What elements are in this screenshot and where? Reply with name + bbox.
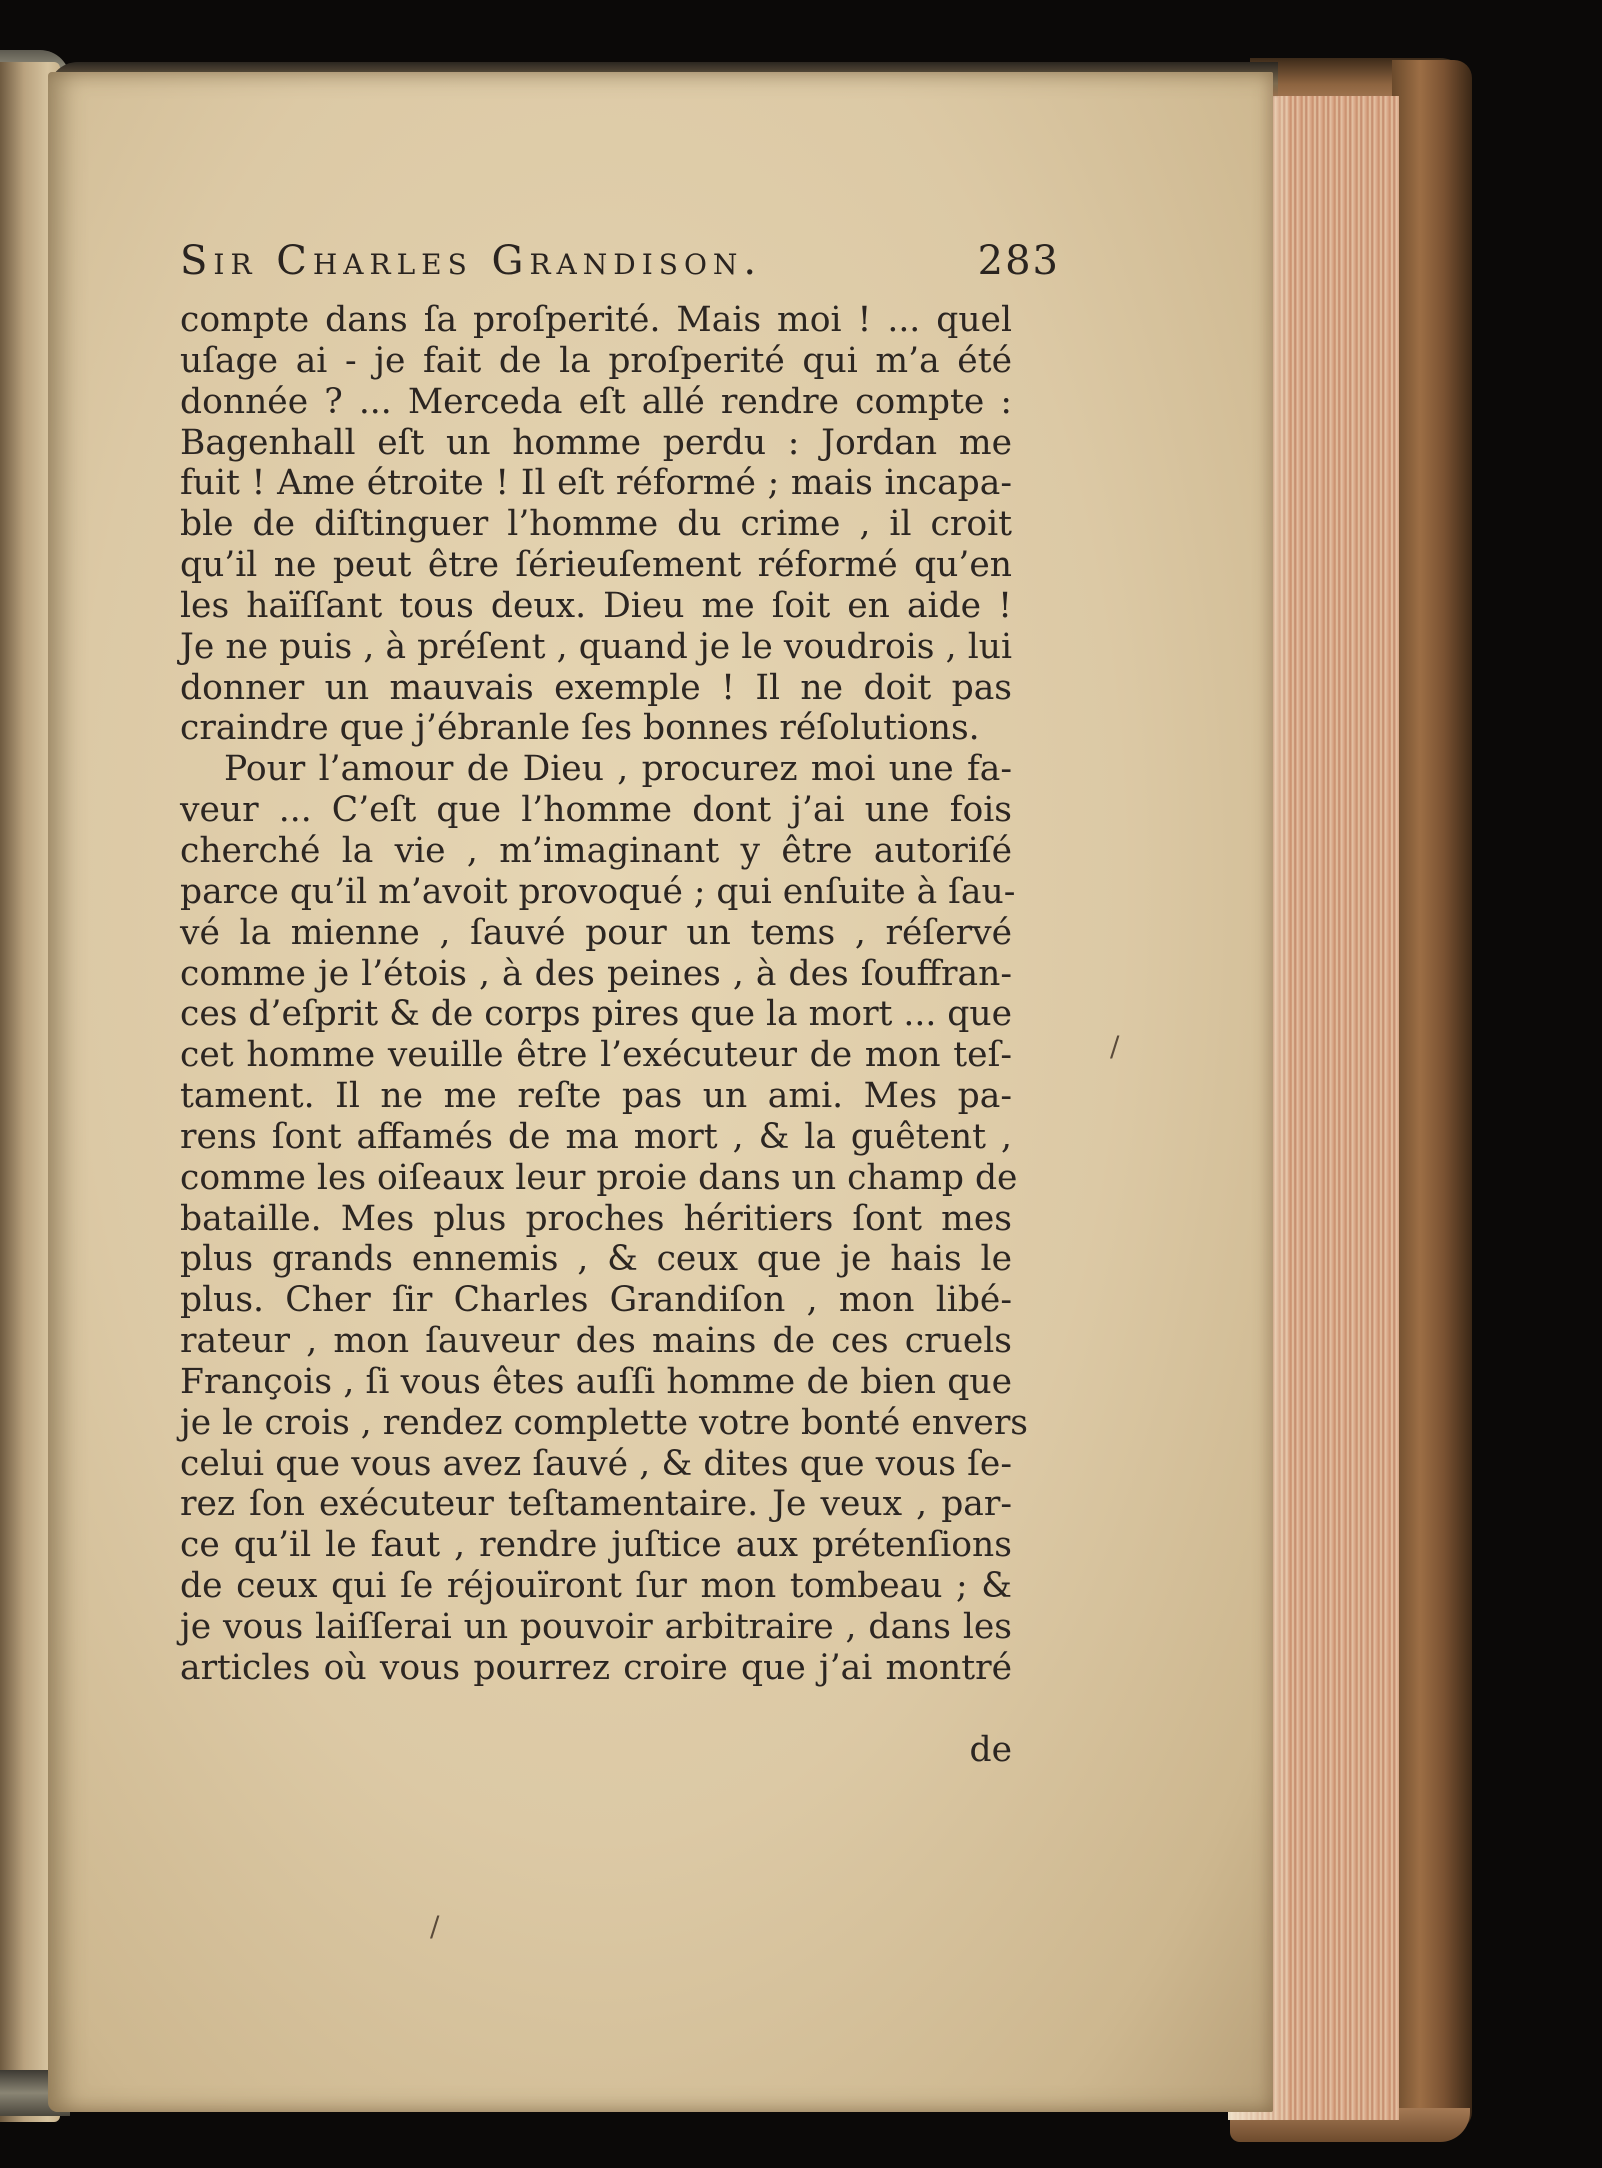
text-line: veur ... C’eſt que l’homme dont j’ai une fois bbox=[180, 790, 1012, 831]
text-line: les haïſſant tous deux. Dieu me ſoit en aide ! bbox=[180, 585, 1012, 626]
text-line: cet homme veuille être l’exécuteur de mon teſ- bbox=[180, 1035, 1012, 1076]
body-text bbox=[180, 300, 1029, 1689]
stray-mark: / bbox=[430, 1910, 440, 1943]
text-line: cherché la vie , m’imaginant y être autoriſé bbox=[180, 830, 1012, 871]
text-line: je le crois , rendez complette votre bonté envers bbox=[180, 1402, 1029, 1443]
running-title: Sir Charles Grandison. bbox=[180, 238, 763, 284]
text-line: craindre que j’ébranle ſes bonnes réſolutions. bbox=[180, 708, 980, 749]
text-line: fuit ! Ame étroite ! Il eſt réformé ; mais incapa- bbox=[180, 463, 1012, 504]
text-line: uſage ai - je fait de la proſperité qui m’a été bbox=[180, 340, 1012, 381]
text-line: donnée ? ... Merceda eſt allé rendre compte : bbox=[180, 381, 1012, 422]
text-line: François , ſi vous êtes auſſi homme de bien que bbox=[180, 1361, 1012, 1402]
text-line: bataille. Mes plus proches héritiers ſont mes bbox=[180, 1198, 1012, 1239]
text-line: ble de diſtinguer l’homme du crime , il croit bbox=[180, 504, 1012, 545]
catchword: de bbox=[969, 1730, 1012, 1770]
text-line: articles où vous pourrez croire que j’ai montré bbox=[180, 1647, 1012, 1688]
text-line: rateur , mon ſauveur des mains de ces cruels bbox=[180, 1321, 1012, 1362]
stray-mark: / bbox=[1110, 1030, 1120, 1063]
running-head bbox=[180, 238, 1060, 294]
page-number: 283 bbox=[977, 238, 1060, 284]
text-line: plus grands ennemis , & ceux que je hais le bbox=[180, 1239, 1012, 1280]
text-line: donner un mauvais exemple ! Il ne doit pas bbox=[180, 667, 1012, 708]
text-line: vé la mienne , ſauvé pour un tems , réſervé bbox=[180, 912, 1012, 953]
text-line: qu’il ne peut être ſérieuſement réformé qu’en bbox=[180, 545, 1012, 586]
text-line: je vous laiſſerai un pouvoir arbitraire , dans les bbox=[180, 1607, 1012, 1647]
text-line: Pour l’amour de Dieu , procurez moi une fa- bbox=[224, 749, 1012, 790]
text-line: rens ſont affamés de ma mort , & la guêtent , bbox=[180, 1116, 1012, 1157]
text-line: rez ſon exécuteur teſtamentaire. Je veux , par- bbox=[180, 1484, 1012, 1525]
text-line: comme les oiſeaux leur proie dans un champ de bbox=[180, 1157, 1018, 1198]
text-line: compte dans ſa proſperité. Mais moi ! ... quel bbox=[180, 300, 1012, 340]
text-line: de ceux qui ſe réjouïront ſur mon tombeau ; & bbox=[180, 1566, 1012, 1607]
text-line: ce qu’il le faut , rendre juſtice aux prétenſions bbox=[180, 1525, 1012, 1566]
text-line: Bagenhall eſt un homme perdu : Jordan me bbox=[180, 422, 1012, 463]
book-cover-spine-edge bbox=[1392, 60, 1472, 2130]
text-line: comme je l’étois , à des peines , à des ſouffran- bbox=[180, 953, 1012, 994]
text-line: plus. Cher ſir Charles Grandiſon , mon libé- bbox=[180, 1280, 1012, 1321]
text-line: parce qu’il m’avoit provoqué ; qui enſuite à ſau- bbox=[180, 871, 1016, 912]
text-line: tament. Il ne me reſte pas un ami. Mes pa- bbox=[180, 1076, 1012, 1117]
text-line: ces d’eſprit & de corps pires que la mort ... que bbox=[180, 994, 1012, 1035]
text-line: celui que vous avez ſauvé , & dites que vous ſe- bbox=[180, 1443, 1012, 1484]
text-line: Je ne puis , à préſent , quand je le voudrois , lui bbox=[180, 626, 1012, 667]
